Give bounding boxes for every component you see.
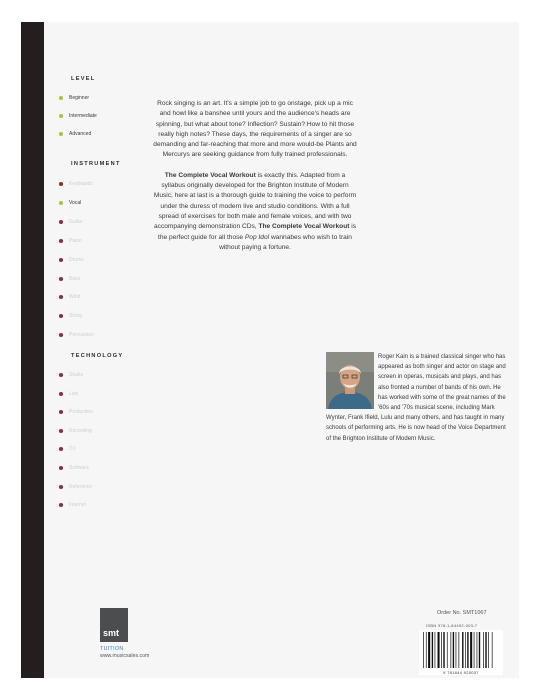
level-item-label: Advanced [69, 131, 92, 137]
instrument-item-label: Piano [69, 237, 82, 244]
instrument-item-drums [59, 255, 84, 265]
level-item-beginner [59, 93, 89, 103]
technology-item-dj [59, 444, 75, 454]
barcode-bar [453, 632, 454, 668]
instrument-item-bass [59, 274, 80, 284]
bullet-dot-icon [59, 277, 63, 281]
bullet-dot-icon [59, 182, 63, 186]
blurb-paragraph-1: Rock singing is an art. It's a simple job to go onstage, pick up a mic and howl like a banshee until yours and the audience's heads are spinning, but what about tone? Inflection? Sustain? How to hit those really high notes? These days, the requirements of a singer are so demanding and far-reaching that more and more would-be Plants and Mercurys are seeking guidance from fully trained professionals. [153, 100, 357, 159]
technology-item-label: Reference [69, 483, 93, 490]
instrument-item-label: Wind [69, 294, 81, 301]
barcode-bar [426, 632, 427, 668]
instrument-heading: INSTRUMENT [71, 161, 121, 167]
technology-item-software [59, 463, 89, 473]
blurb-text-segment: is the perfect guide for all those [158, 223, 357, 241]
barcode-bar [456, 632, 457, 668]
instrument-item-label: Guitar [69, 218, 83, 225]
technology-item-recording [59, 426, 92, 436]
isbn-number: ISBN 978-1-84492-003-7 [426, 623, 478, 628]
bullet-dot-icon [59, 314, 63, 318]
bullet-dot-icon [59, 429, 63, 433]
instrument-item-label: Vocal [69, 199, 82, 206]
barcode-bar [485, 632, 486, 668]
bullet-dot-icon [59, 373, 63, 377]
instrument-item-vocal [59, 198, 81, 208]
instrument-item-label: String [69, 313, 83, 320]
barcode-bar [447, 632, 448, 668]
blurb-text-segment: wannabes who wish to train without paying a fortune. [219, 233, 352, 251]
bullet-dot-icon [59, 220, 63, 224]
technology-item-label: Internet [69, 502, 86, 509]
bullet-dot-icon [59, 392, 63, 396]
category-sidebar [44, 22, 144, 678]
barcode-bar [483, 632, 484, 668]
technology-item-reference [59, 482, 92, 492]
level-item-label: Intermediate [69, 113, 97, 119]
barcode-bars [419, 630, 503, 670]
barcode-bar [435, 632, 436, 668]
instrument-item-keyboards [59, 179, 93, 189]
barcode-bar [479, 632, 480, 668]
bullet-dot-icon [59, 466, 63, 470]
bullet-dot-icon [59, 258, 63, 262]
blurb-text [153, 99, 357, 263]
book-title: The Complete Vocal Workout [258, 223, 350, 231]
barcode-bar [467, 632, 468, 668]
instrument-item-label: Keyboards [69, 181, 93, 187]
barcode-bar [441, 632, 442, 668]
barcode-bar [474, 632, 475, 668]
technology-item-label: Software [69, 465, 89, 471]
barcode-bar [438, 632, 440, 668]
blurb-text-segment: is exactly this. Adapted from a syllabus originally developed for the Brighton Institute of Modern Music, here at last is a thorough guide to training the voice to perform under the duress of modern live and studio conditions. With a full spread of exercises for both male and female voices, and with two accompanying demonstration CDs, [153, 171, 357, 231]
barcode-bar [470, 632, 472, 668]
bullet-dot-icon [59, 132, 63, 136]
barcode-bar [432, 632, 433, 668]
author-bio-text: Roger Kain is a trained classical singer who has appeared as both singer and actor on stage and screen in operas, musicals and plays, and has also fronted a number of bands of his own. He has worked with some of the great names of the '60s and '70s musical scene, including Mark Wynter, Frank Ifield, Lulu and many others, and has taught in many schools of performing arts. He is now head of the Voice Department of the Brighton Institute of Modern Music. [326, 354, 506, 442]
barcode-bar [465, 632, 466, 668]
technology-item-studio [59, 370, 83, 380]
barcode-digits: 9 781844 920037 [419, 670, 503, 675]
instrument-item-label: Bass [69, 275, 81, 282]
author-bio [326, 352, 506, 444]
bullet-dot-icon [59, 201, 63, 205]
barcode-bar [451, 632, 452, 668]
instrument-item-guitar [59, 217, 83, 227]
technology-item-label: Studio [69, 372, 84, 378]
technology-item-live [59, 389, 78, 399]
back-cover [21, 22, 519, 678]
photo-float-spacer [326, 352, 378, 410]
barcode [419, 630, 503, 670]
bullet-dot-icon [59, 447, 63, 451]
publisher-website: www.musicsales.com [100, 653, 150, 659]
barcode-bar [443, 632, 444, 668]
technology-item-label: DJ [69, 446, 76, 453]
bullet-dot-icon [59, 485, 63, 489]
spine-strip [21, 22, 44, 678]
barcode-bar [423, 632, 424, 668]
technology-heading: TECHNOLOGY [71, 353, 124, 359]
technology-item-label: Recording [69, 427, 92, 434]
show-title: Pop Idol [244, 233, 270, 241]
technology-item-label: Production [69, 409, 93, 416]
instrument-item-wind [59, 292, 80, 302]
barcode-bar [488, 632, 489, 668]
bullet-dot-icon [59, 410, 63, 414]
level-item-advanced [59, 129, 91, 139]
level-item-intermediate [59, 111, 97, 121]
bullet-dot-icon [59, 503, 63, 507]
tuition-label: TUITION [100, 646, 124, 652]
bullet-dot-icon [59, 114, 63, 118]
instrument-item-label: Drums [69, 256, 84, 263]
bullet-dot-icon [59, 239, 63, 243]
instrument-item-string [59, 311, 82, 321]
barcode-bar [428, 632, 430, 668]
blurb-paragraph-2 [153, 171, 357, 253]
order-number: Order No. SMT1067 [437, 610, 487, 616]
technology-item-label: Live [69, 390, 79, 397]
bullet-dot-icon [59, 96, 63, 100]
barcode-bar [477, 632, 478, 668]
bullet-dot-icon [59, 295, 63, 299]
technology-item-production [59, 407, 93, 417]
technology-item-internet [59, 500, 86, 510]
level-item-label: Beginner [69, 95, 90, 101]
barcode-bar [459, 632, 460, 668]
publisher-logo [100, 608, 128, 642]
logo-text: smt [103, 628, 120, 638]
instrument-item-percussion [59, 330, 94, 340]
level-heading: LEVEL [71, 76, 96, 82]
instrument-item-piano [59, 236, 82, 246]
barcode-bar [462, 632, 463, 668]
bullet-dot-icon [59, 333, 63, 337]
book-title: The Complete Vocal Workout [164, 171, 256, 179]
instrument-item-label: Percussion [69, 332, 94, 339]
barcode-bar [492, 632, 493, 668]
